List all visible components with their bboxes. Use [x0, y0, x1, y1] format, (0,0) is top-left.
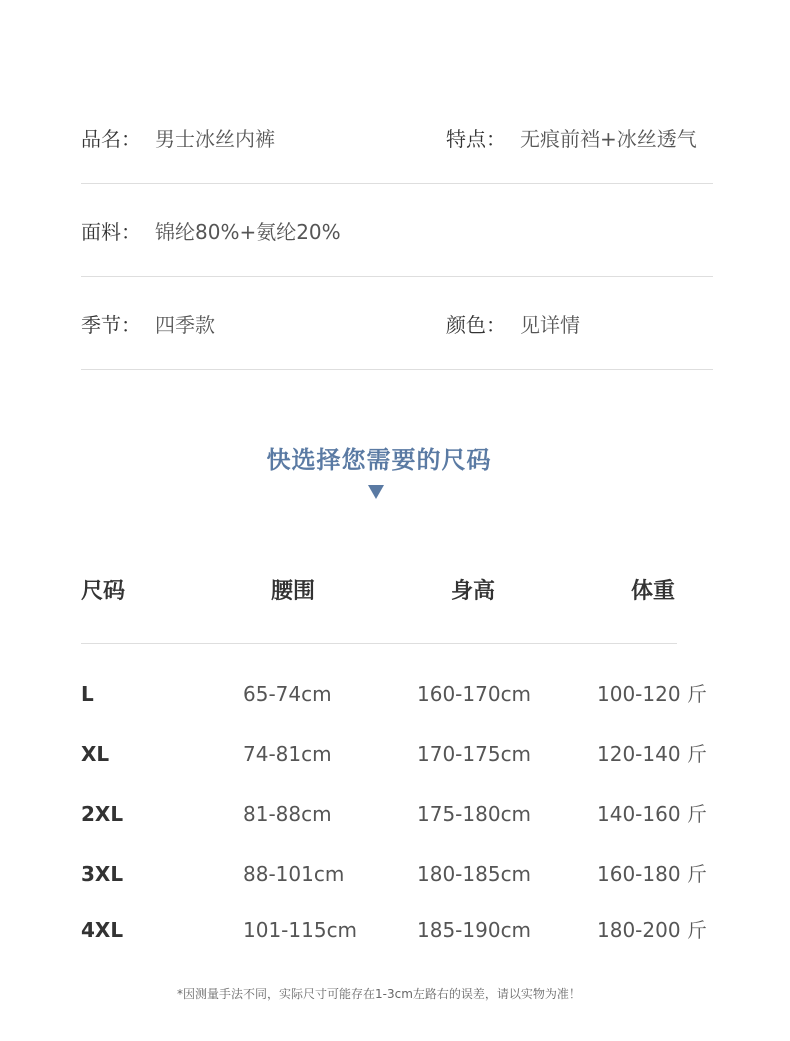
cell-height: 185-190cm [417, 918, 532, 942]
cell-height: 180-185cm [417, 862, 532, 886]
cell-size: L [81, 682, 94, 706]
cell-height: 170-175cm [417, 742, 532, 766]
header-height: 身高 [451, 579, 496, 604]
divider [81, 369, 713, 370]
cell-waist: 101-115cm [243, 918, 358, 942]
header-weight: 体重 [631, 579, 676, 604]
cell-height: 175-180cm [417, 802, 532, 826]
spec-value: 四季款 [155, 312, 215, 337]
spec-label: 季节： [81, 312, 141, 337]
divider [81, 183, 713, 184]
cell-weight: 100-120 斤 [597, 682, 707, 706]
cell-size: 4XL [81, 918, 124, 942]
header-size: 尺码 [81, 579, 126, 604]
spec-label: 面料： [81, 219, 141, 244]
spec-label: 品名： [81, 126, 141, 151]
divider [81, 643, 677, 644]
spec-row-2 [81, 185, 713, 277]
cell-height: 160-170cm [417, 682, 532, 706]
size-table-header [81, 574, 681, 614]
cell-waist: 74-81cm [243, 742, 332, 766]
spec-value: 无痕前裆+冰丝透气 [520, 126, 697, 151]
table-row [81, 676, 721, 712]
cell-weight: 140-160 斤 [597, 802, 707, 826]
spec-season [81, 278, 215, 368]
cell-size: 2XL [81, 802, 124, 826]
triangle-down-icon [368, 485, 384, 499]
spec-value: 锦纶80%+氨纶20% [155, 219, 341, 244]
measurement-footnote: *因测量手法不同，实际尺寸可能存在1-3cm左路右的误差，请以实物为准！ [177, 987, 581, 1001]
spec-features [446, 92, 697, 182]
size-section-heading: 快选择您需要的尺码 [266, 446, 492, 474]
cell-waist: 81-88cm [243, 802, 332, 826]
spec-value: 男士冰丝内裤 [155, 126, 275, 151]
spec-label: 特点： [446, 126, 506, 151]
spec-product-name [81, 92, 275, 182]
table-row [81, 736, 721, 772]
cell-weight: 160-180 斤 [597, 862, 707, 886]
spec-row-1 [81, 92, 713, 184]
spec-material [81, 185, 341, 275]
cell-size: XL [81, 742, 110, 766]
cell-weight: 180-200 斤 [597, 918, 707, 942]
cell-waist: 88-101cm [243, 862, 345, 886]
cell-size: 3XL [81, 862, 124, 886]
table-row [81, 796, 721, 832]
header-waist: 腰围 [271, 579, 316, 604]
cell-waist: 65-74cm [243, 682, 332, 706]
spec-value: 见详情 [520, 312, 580, 337]
cell-weight: 120-140 斤 [597, 742, 707, 766]
spec-label: 颜色： [446, 312, 506, 337]
table-row [81, 912, 721, 948]
table-row [81, 856, 721, 892]
spec-row-3 [81, 278, 713, 370]
spec-color [446, 278, 580, 368]
divider [81, 276, 713, 277]
